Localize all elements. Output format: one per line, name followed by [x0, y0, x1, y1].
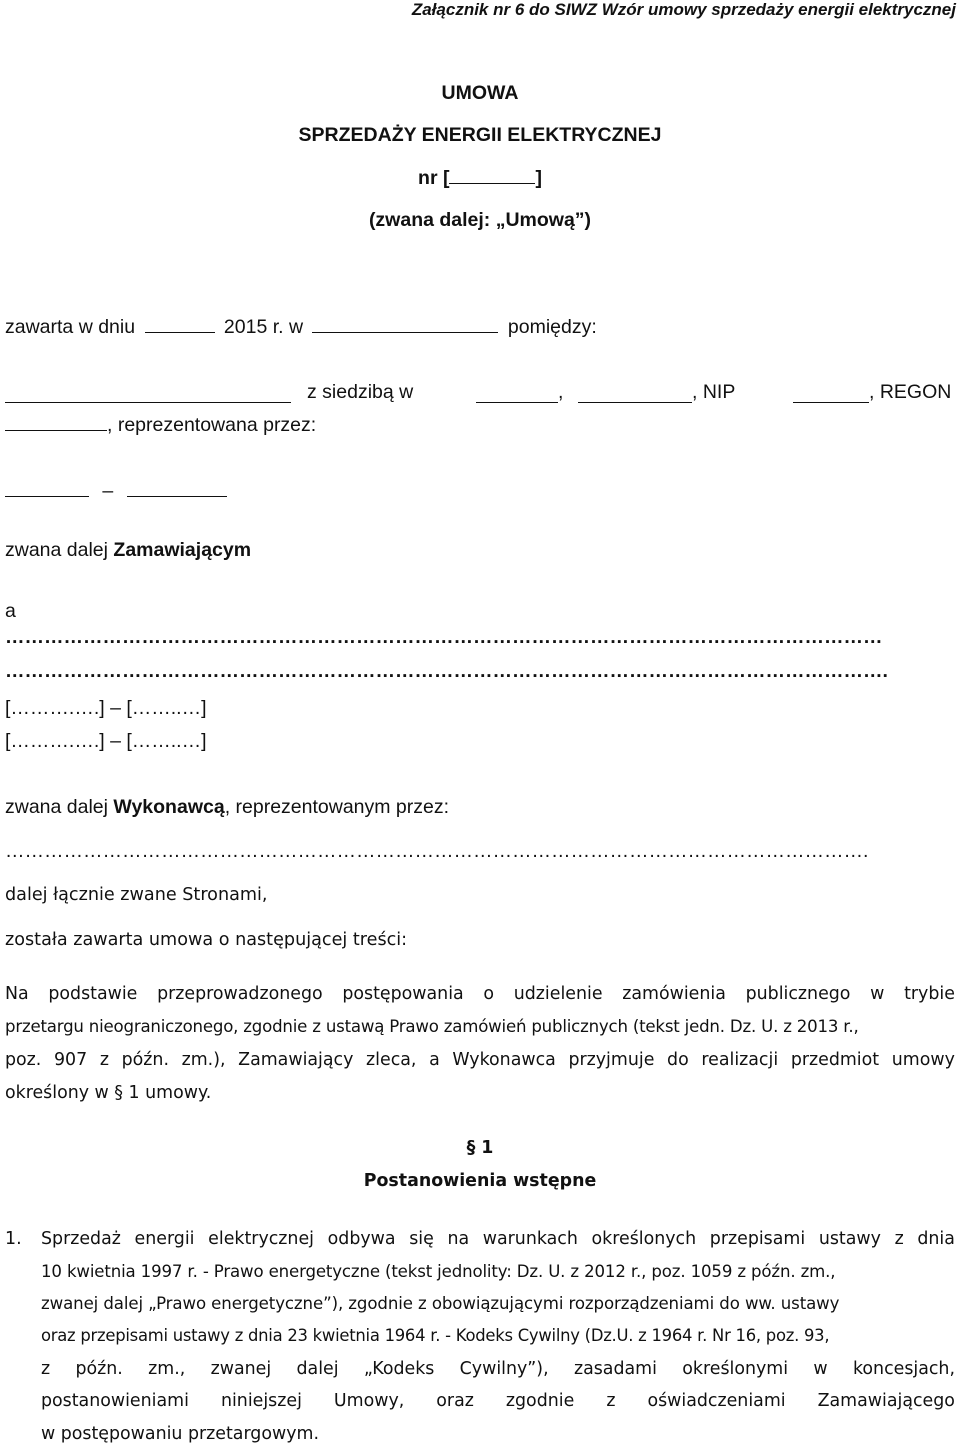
- ordering-alias-bold: Zamawiającym: [113, 539, 252, 561]
- word: określonych: [591, 1229, 697, 1249]
- word: dalej: [296, 1359, 339, 1379]
- word: przedmiot: [790, 1050, 880, 1070]
- word: z: [894, 1229, 904, 1249]
- title-number-pre: nr [: [418, 167, 450, 189]
- word: z: [99, 1050, 109, 1070]
- name-blank: [5, 401, 291, 403]
- represented-label: , reprezentowana przez:: [107, 414, 317, 436]
- concluded-line: [5, 316, 597, 339]
- intro-line-1: [5, 984, 955, 1004]
- word: umowy: [891, 1050, 955, 1070]
- word: a: [429, 1050, 440, 1070]
- word: Cywilny”),: [459, 1359, 549, 1379]
- word: oświadczeniami: [647, 1391, 786, 1411]
- number-blank: [449, 182, 535, 184]
- intro-line-2: przetargu nieograniczonego, zgodnie z ustawą Prawo zamówień publicznych (tekst jedn. Dz. U. z 2013 r.,: [5, 1017, 859, 1036]
- parties-jointly: dalej łącznie zwane Stronami,: [5, 885, 268, 905]
- title-umowa: UMOWA: [441, 82, 519, 104]
- word: dnia: [917, 1229, 955, 1249]
- contractor-alias-bold: Wykonawcą: [113, 796, 225, 818]
- item-1-line-4: oraz przepisami ustawy z dnia 23 kwietnia 1964 r. - Kodeks Cywilny (Dz.U. z 1964 r. Nr 16, poz. 93,: [41, 1326, 830, 1345]
- concluded-content: została zawarta umowa o następującej treści:: [5, 930, 408, 950]
- word: energii: [134, 1229, 195, 1249]
- place-blank: [312, 331, 498, 333]
- title-number-post: ]: [535, 167, 542, 189]
- item-1-line-7: w postępowaniu przetargowym.: [41, 1424, 319, 1444]
- word: w: [813, 1359, 828, 1379]
- word: elektrycznej: [208, 1229, 314, 1249]
- section-1-title: Postanowienia wstępne: [363, 1171, 597, 1191]
- word: trybie: [904, 984, 955, 1004]
- city-blank: [476, 401, 558, 403]
- concluded-pre: zawarta w dniu: [5, 316, 136, 338]
- word: zamówienia: [622, 984, 726, 1004]
- represented-line: [5, 414, 316, 437]
- word: ustawy: [818, 1229, 881, 1249]
- word: na: [447, 1229, 470, 1249]
- word: późn.: [121, 1050, 169, 1070]
- item-1-number: 1.: [5, 1229, 22, 1249]
- word: zgodnie: [505, 1391, 575, 1411]
- word: postępowania: [342, 984, 464, 1004]
- word: Zamawiający: [238, 1050, 354, 1070]
- representative-dots: …………………………………………………………………………………………………………………….: [5, 840, 869, 862]
- word: o: [483, 984, 495, 1004]
- representative-line: [5, 480, 227, 503]
- word: postanowieniami: [41, 1391, 189, 1411]
- contractor-alias-post: , reprezentowanym przez:: [224, 796, 450, 818]
- word: Na: [5, 984, 29, 1004]
- word: realizacji: [701, 1050, 779, 1070]
- word: odbywa: [327, 1229, 396, 1249]
- item-1-line-6: [41, 1391, 955, 1411]
- word: określonymi: [682, 1359, 789, 1379]
- intro-line-4: określony w § 1 umowy.: [5, 1083, 212, 1103]
- word: zasadami: [573, 1359, 657, 1379]
- word: zwanej: [210, 1359, 272, 1379]
- intro-line-3: [5, 1050, 955, 1070]
- nip-blank: [793, 401, 869, 403]
- bracket-line-1: [……….….] – [……..…]: [5, 697, 207, 719]
- word: niniejszej: [220, 1391, 302, 1411]
- word: podstawie: [48, 984, 138, 1004]
- title-subject: SPRZEDAŻY ENERGII ELEKTRYCZNEJ: [298, 124, 662, 146]
- word: poz.: [5, 1050, 42, 1070]
- contractor-dots-2: ……………………………………………………………………………………………………………………….: [5, 660, 888, 682]
- word: przeprowadzonego: [157, 984, 323, 1004]
- attachment-header: Załącznik nr 6 do SIWZ Wzór umowy sprzedaży energii elektrycznej: [411, 0, 956, 19]
- date-blank: [145, 331, 215, 333]
- contractor-alias-pre: zwana dalej: [5, 796, 114, 818]
- word: zm.),: [181, 1050, 226, 1070]
- word: z: [41, 1359, 51, 1379]
- word: Umowy,: [333, 1391, 405, 1411]
- word: przepisami: [709, 1229, 806, 1249]
- item-1-line-1: [41, 1229, 955, 1249]
- word: Zamawiającego: [817, 1391, 955, 1411]
- rep-role-blank: [127, 495, 227, 497]
- word: przyjmuje: [568, 1050, 655, 1070]
- concluded-year: 2015 r. w: [223, 316, 304, 338]
- nip-label: , NIP: [692, 381, 736, 403]
- bracket-line-2: [……….….] – [……..…]: [5, 730, 207, 752]
- item-1-line-3: zwanej dalej „Prawo energetyczne”), zgodnie z obowiązującymi rozporządzeniami do ww. ustawy: [41, 1294, 840, 1313]
- contractor-dots-1: ………………………………………………………………………………………………………………………: [5, 626, 883, 648]
- regon-label: , REGON: [869, 381, 952, 403]
- word: z: [606, 1391, 616, 1411]
- rep-dash: –: [102, 480, 114, 502]
- word: późn.: [75, 1359, 123, 1379]
- title-alias: (zwana dalej: „Umową”): [368, 209, 592, 231]
- word: się: [409, 1229, 434, 1249]
- word: w: [870, 984, 885, 1004]
- word: Sprzedaż: [41, 1229, 121, 1249]
- regon-blank: [5, 429, 107, 431]
- word: 907: [53, 1050, 88, 1070]
- ordering-alias: [5, 539, 251, 562]
- comma-1: ,: [558, 381, 564, 403]
- word: udzielenie: [513, 984, 603, 1004]
- word: warunkach: [482, 1229, 578, 1249]
- conjunction-a: a: [5, 600, 16, 622]
- title-number: [0, 167, 960, 190]
- word: „Kodeks: [363, 1359, 435, 1379]
- concluded-between: pomiędzy:: [507, 316, 597, 338]
- item-1-line-2: 10 kwietnia 1997 r. - Prawo energetyczne (tekst jednolity: Dz. U. z 2012 r., poz. 1059 z późn. zm.,: [41, 1262, 836, 1281]
- word: oraz: [436, 1391, 474, 1411]
- contractor-alias: [5, 796, 449, 819]
- word: koncesjach,: [852, 1359, 955, 1379]
- item-1-line-5: [41, 1359, 955, 1379]
- section-1-number: § 1: [466, 1138, 494, 1158]
- word: zleca,: [366, 1050, 417, 1070]
- ordering-alias-pre: zwana dalej: [5, 539, 114, 561]
- word: publicznego: [745, 984, 851, 1004]
- word: zm.,: [148, 1359, 186, 1379]
- address-blank: [578, 401, 692, 403]
- word: do: [667, 1050, 689, 1070]
- word: Wykonawca: [452, 1050, 556, 1070]
- rep-name-blank: [5, 495, 89, 497]
- seat-label: z siedzibą w: [307, 381, 414, 403]
